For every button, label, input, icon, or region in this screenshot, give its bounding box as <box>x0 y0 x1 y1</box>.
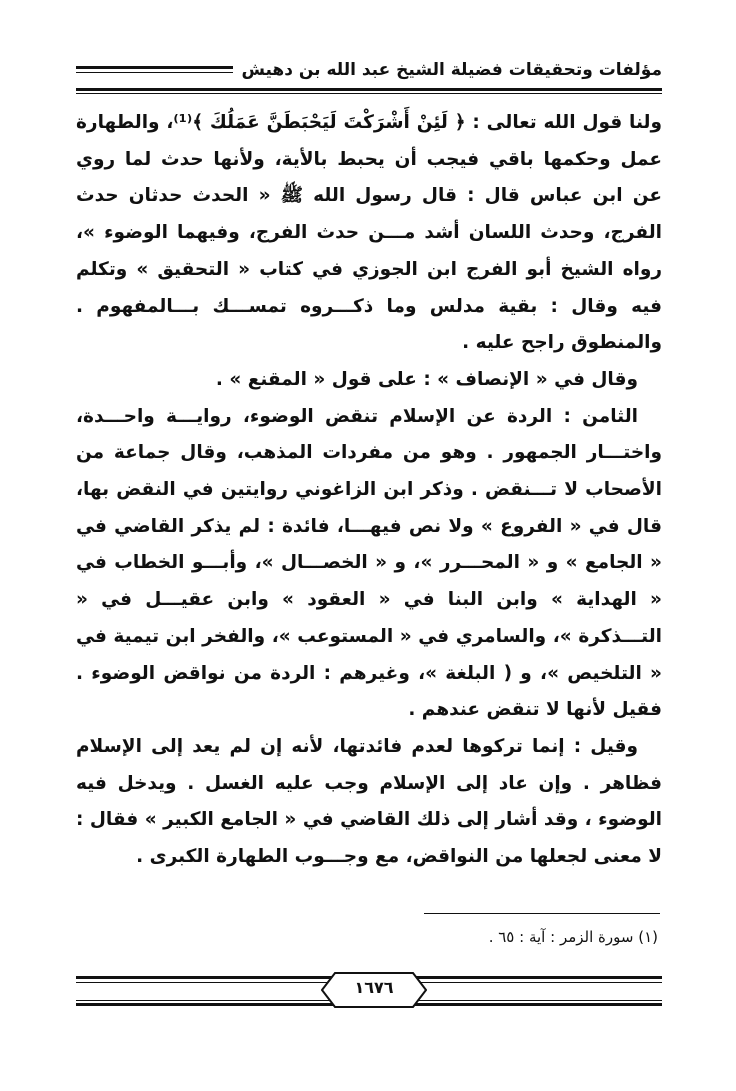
main-text <box>76 105 662 876</box>
footnote-separator <box>424 913 660 914</box>
page-number-frame <box>321 972 427 1008</box>
header-rule-bottom <box>76 88 662 91</box>
paragraph-3: الثامن : الردة عن الإسلام تنقض الوضوء، روايـــة واحـــدة، واختـــار الجمهور . وهو من مفردات المذهب، وقال جماعة من الأصحاب لا تـــنقض . وذكر ابن الزاغوني روايتين في النقض بها، قال في « الفروع » ولا نص فيهـــا، فائدة : لم يذكر القاضي في « الجامع » و « المحـــرر »، و « الخصـــال »، وأبـــو الخطاب في « الهداية » وابن البنا في « العقود » وابن عقيـــل في « التـــذكرة »، والسامري في « المستوعب »، والفخر ابن تيمية في « التلخيص »، و ( البلغة »، وغيرهم : الردة من نواقض الوضوء . فقيل لأنها لا تنقض عندهم . <box>76 405 662 721</box>
paragraph-2: وقال في « الإنصاف » : على قول « المقنع » . <box>215 368 638 390</box>
paragraph-4: وقيل : إنما تركوها لعدم فائدتها، لأنه إن لم يعد إلى الإسلام فظاهر . وإن عاد إلى الإسلام وجب عليه الغسل . ويدخل فيه الوضوء ، وقد أشار إلى ذلك القاضي في « الجامع الكبير » فقال : لا معنى لجعلها من النواقض، مع وجـــوب الطهارة الكبرى . <box>76 735 662 868</box>
header-title: مؤلفات وتحقيقات فضيلة الشيخ عبد الله بن دهيش <box>233 60 662 80</box>
paragraph-1: ولنا قول الله تعالى : ﴿ لَئِنْ أَشْرَكْتَ لَيَحْبَطَنَّ عَمَلُكَ ﴾⁽¹⁾، والطهارة عمل وحكمها باقي فيجب أن يحبط بالأية، ولأنها حدث لما روي عن ابن عباس قال : قال رسول الله ﷺ « الحدث حدثان حدث الفرج، وحدث اللسان أشد مـــن حدث الفرج، وفيهما الوضوء »، رواه الشيخ أبو الفرج ابن الجوزي في كتاب « التحقيق » وتكلم فيه وقال : بقية مدلس وما ذكـــروه تمســـك بـــالمفهوم . والمنطوق راجح عليه . <box>76 112 663 354</box>
page-footer <box>76 970 662 1010</box>
footnote: (١) سورة الزمر : آية : ٦٥ . <box>488 928 658 946</box>
page-number: ١٦٧٦ <box>354 978 394 997</box>
running-header <box>76 56 662 86</box>
header-rule-bottom-thin <box>76 93 662 94</box>
